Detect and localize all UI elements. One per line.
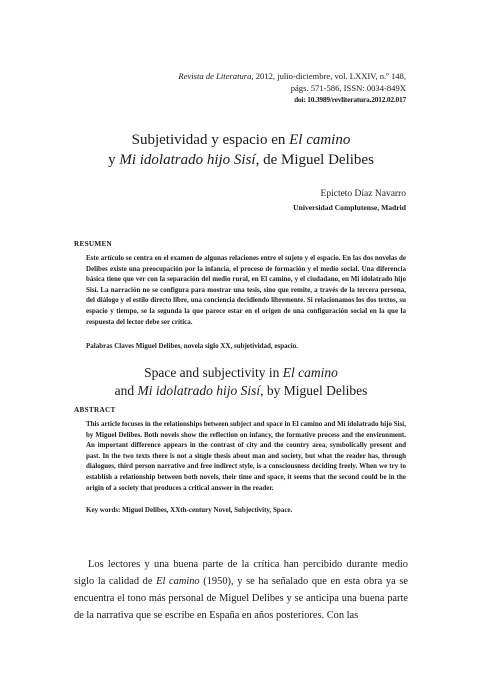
- author-affiliation: Universidad Complutense, Madrid: [293, 203, 406, 212]
- english-title-line-1: Space and subjectivity in El camino: [144, 365, 338, 380]
- article-title: [40, 130, 442, 170]
- english-title: [40, 364, 442, 400]
- journal-header: [106, 70, 406, 106]
- author-block: [156, 188, 406, 214]
- citation-details: , 2012, julio-diciembre, vol. LXXIV, n.º 148,: [251, 71, 406, 81]
- journal-name: Revista de Literatura: [178, 71, 252, 81]
- citation-line: [106, 70, 406, 82]
- abstract-text: This article focuses in the relationships between subject and space in El camino and Mi idolatrado hijo Sisí, by Miguel Delibes. Both novels show the reflection on infancy, the formative process and the environment. An important difference appears in the contrast of city and the country area, symbolically present and past. In the two texts there is not a single thesis about man and society, but what the reader has, through dialogues, third person narrative and free indirect style, is a consciousness deciding freely. When we try to establish a relationship between both novels, their time and space, it seems that the second could be in the origin of a society that produces a critical answer in the reader.: [86, 420, 406, 492]
- resumen-text: Este artículo se centra en el examen de algunas relaciones entre el sujeto y el espacio. En las dos novelas de Delibes existe una preocupación por la infancia, el proceso de formación y el medio social. Una diferencia básica tiene que ver con la separación del medio rural, en El camino, y el ciudadano, en Mi idolatrado hijo Sisí. La narración no se configura para mostrar una tesis, sino que remite, a través de la tercera persona, del diálogo y el estilo directo libre, una conciencia decidiendo libremente. Si relacionamos los dos textos, su espacio y tiempo, se la segunda la que parece estar en el origen de una configuración social en la que la respuesta del lector debe ser crítica.: [86, 254, 406, 326]
- body-paragraph: Los lectores y una buena parte de la crítica han percibido durante medio siglo la calidad de El camino (1950), y se ha señalado que en esta obra ya se encuentra el tono más personal de Miguel Delibes y se anticipa una buena parte de la narrativa que se escribe en España en años posteriores. Con las: [74, 559, 409, 621]
- resumen-keywords: Palabras Claves Miguel Delibes, novela siglo XX, subjetividad, espacio.: [86, 342, 298, 350]
- doi-line: doi: 10.3989/revliteratura.2012.02.017: [294, 95, 406, 104]
- english-title-line-2: and Mi idolatrado hijo Sisí, by Miguel Delibes: [114, 383, 368, 398]
- title-line-1: Subjetividad y espacio en El camino: [131, 132, 351, 148]
- resumen-heading: RESUMEN: [74, 240, 113, 248]
- abstract-keywords: Key words: Miguel Delibes, XXth-century Novel, Subjectivity, Space.: [86, 506, 293, 514]
- author-name: Epicteto Díaz Navarro: [320, 189, 406, 199]
- title-line-2: y Mi idolatrado hijo Sisí, de Miguel Delibes: [108, 152, 374, 168]
- pages-issn-line: págs. 571-586, ISSN: 0034-849X: [290, 83, 406, 93]
- abstract-heading: ABSTRACT: [74, 406, 116, 414]
